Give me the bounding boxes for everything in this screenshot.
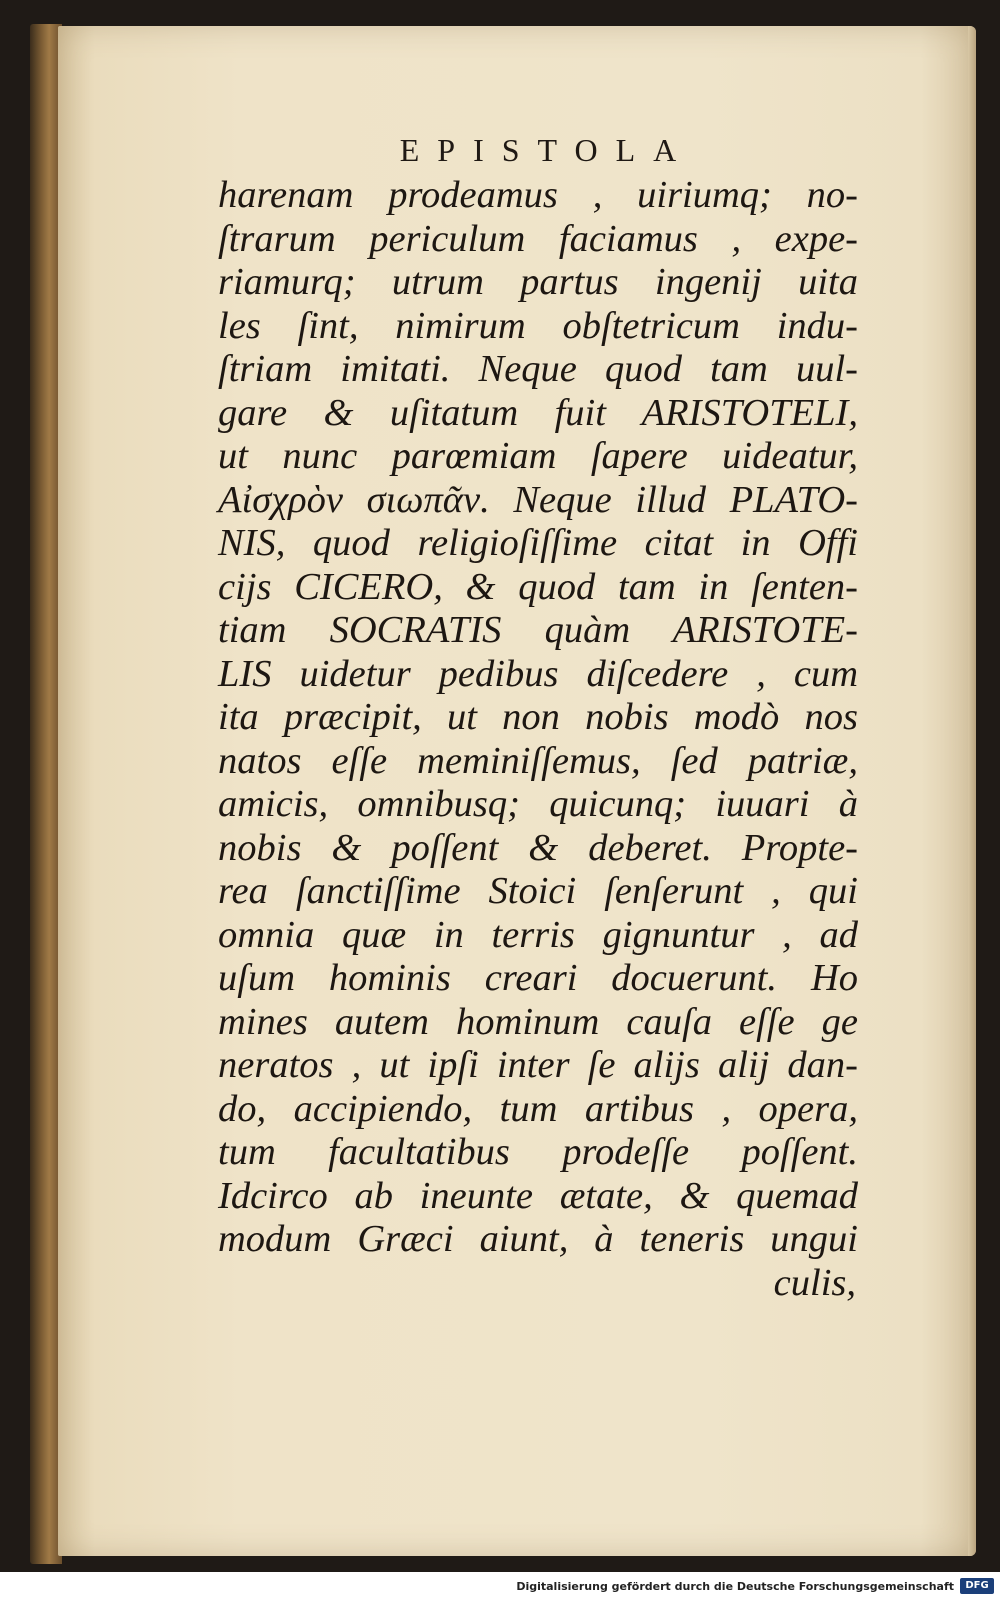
text-line: mines autem hominum cauſa eſſe ge: [218, 1000, 858, 1043]
text-line: harenam prodeamus , uiriumq; no-: [218, 174, 858, 216]
text-line: NIS, quod religioſiſſime citat in Offi: [218, 522, 858, 564]
text-line: uſum hominis creari docuerunt. Ho: [218, 957, 858, 999]
text-line: amicis, omnibusq; quicunq; iuuari à: [218, 783, 858, 825]
footer-bar: [0, 1572, 1000, 1604]
catchword: culis,: [773, 1261, 856, 1304]
text-line: neratos , ut ipſi inter ſe alijs alij dan-: [218, 1044, 858, 1086]
text-line: Idcirco ab ineunte ætate, & quemad: [218, 1174, 858, 1217]
text-line: nobis & poſſent & deberet. Propte-: [218, 826, 858, 869]
text-line: ſtriam imitati. Neque quod tam uul-: [218, 348, 858, 390]
dfg-logo: DFG: [960, 1578, 994, 1594]
footer-credit: Digitalisierung gefördert durch die Deutsche Forschungsgemeinschaft: [516, 1580, 954, 1593]
text-line: cijs CICERO, & quod tam in ſenten-: [218, 565, 858, 608]
text-line: do, accipiendo, tum artibus , opera,: [218, 1087, 858, 1130]
text-lines: [218, 174, 858, 1262]
text-line: riamurq; utrum partus ingenij uita: [218, 261, 858, 303]
text-line: tum facultatibus prodeſſe poſſent.: [218, 1131, 858, 1173]
text-line: LIS uidetur pedibus diſcedere , cum: [218, 652, 858, 695]
text-line: ut nunc parœmiam ſapere uideatur,: [218, 435, 858, 477]
text-line: ita præcipit, ut non nobis modò nos: [218, 696, 858, 738]
page-edge: [968, 26, 976, 1556]
text-line: omnia quæ in terris gignuntur , ad: [218, 913, 858, 956]
text-line: les ſint, nimirum obſtetricum indu-: [218, 304, 858, 347]
text-line: modum Græci aiunt, à teneris ungui: [218, 1218, 858, 1260]
text-line: natos eſſe meminiſſemus, ſed patriæ,: [218, 739, 858, 782]
text-block: [218, 126, 858, 1305]
running-head: EPISTOLA: [399, 132, 695, 168]
text-line: tiam SOCRATIS quàm ARISTOTE-: [218, 609, 858, 651]
text-line: Αἰσχρὸν σιωπᾶν. Neque illud PLATO-: [218, 478, 858, 521]
text-line: gare & uſitatum fuit ARISTOTELI,: [218, 391, 858, 434]
text-line: rea ſanctiſſime Stoici ſenſerunt , qui: [218, 870, 858, 912]
text-line: ſtrarum periculum faciamus , expe-: [218, 217, 858, 260]
